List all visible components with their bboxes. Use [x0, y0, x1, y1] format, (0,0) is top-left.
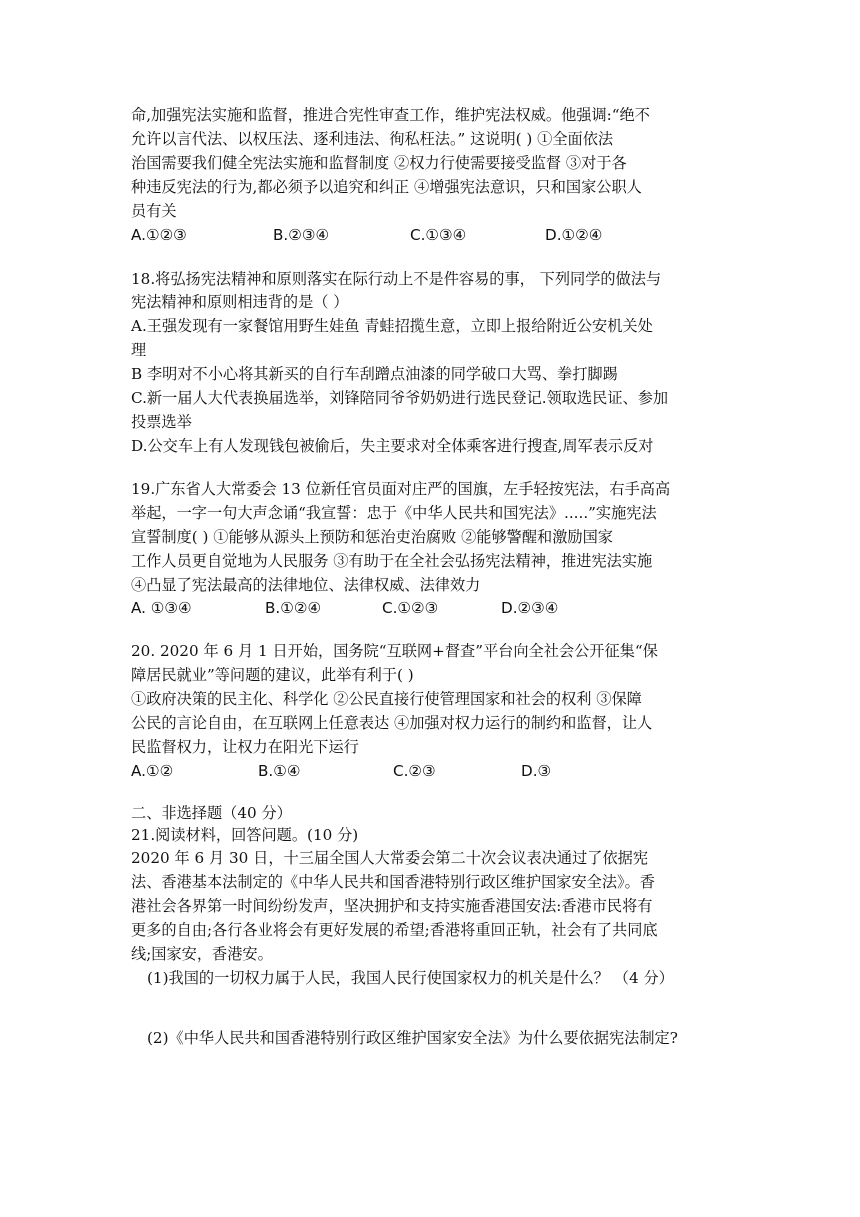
- q20-option-b: B.①④: [258, 762, 301, 780]
- q20-line-4: 公民的言论自由，在互联网上任意表达 ④加强对权力运行的制约和监督，让人: [131, 714, 653, 732]
- q20-option-c: C.②③: [393, 762, 436, 780]
- q19-line-2: 举起，一字一句大声念诵“我宣誓：忠于《中华人民共和国宪法》.....”实施宪法: [131, 504, 657, 522]
- q18-option-a-2: 理: [131, 341, 147, 359]
- q20-line-3: ①政府决策的民主化、科学化 ②公民直接行使管理国家和社会的权利 ③保障: [131, 690, 642, 708]
- q19-line-4: 工作人员更自觉地为人民服务 ③有助于在全社会弘扬宪法精神，推进宪法实施: [131, 552, 653, 570]
- q17-option-a: A.①②③: [131, 226, 187, 244]
- q19-option-c: C.①②③: [382, 599, 439, 617]
- q17-line-3: 治国需要我们健全宪法实施和监督制度 ②权力行使需要接受监督 ③对于各: [131, 154, 627, 172]
- q17-option-b: B.②③④: [273, 226, 330, 244]
- q20-line-2: 障居民就业”等问题的建议，此举有利于( ): [131, 666, 414, 684]
- q21-material-3: 港社会各界第一时间纷纷发声，坚决拥护和支持实施香港国安法:香港市民将有: [131, 897, 653, 915]
- q19-option-b: B.①②④: [265, 599, 322, 617]
- q17-line-5: 员有关: [131, 202, 177, 220]
- q18-option-c-2: 投票选举: [131, 413, 192, 431]
- q17-option-d: D.①②④: [545, 226, 603, 244]
- q20-option-d: D.③: [521, 762, 552, 780]
- q17-option-c: C.①③④: [410, 226, 467, 244]
- q19-line-3: 宣誓制度( ) ①能够从源头上预防和惩治吏治腐败 ②能够警醒和激励国家: [131, 528, 613, 546]
- q19-line-5: ④凸显了宪法最高的法律地位、法律权威、法律效力: [131, 576, 481, 594]
- q21-sub-question-1: (1)我国的一切权力属于人民，我国人民行使国家权力的机关是什么？ （4 分）: [147, 969, 674, 987]
- q19-line-1: 19.广东省人大常委会 13 位新任官员面对庄严的国旗，左手轻按宪法，右手高高: [131, 480, 671, 498]
- q18-option-c-1: C.新一届人大代表换届选举，刘锋陪同爷爷奶奶进行选民登记.领取选民证、参加: [131, 389, 669, 407]
- q18-option-d: D.公交车上有人发现钱包被偷后，失主要求对全体乘客进行搜查,周军表示反对: [131, 437, 654, 455]
- q20-line-5: 民监督权力，让权力在阳光下运行: [131, 738, 359, 756]
- q21-sub-question-2: (2)《中华人民共和国香港特别行政区维护国家安全法》为什么要依据宪法制定?: [147, 1029, 678, 1047]
- q21-material-1: 2020 年 6 月 30 日，十三届全国人大常委会第二十次会议表决通过了依据宪: [131, 849, 649, 867]
- q19-option-a: A. ①③④: [131, 599, 192, 617]
- q18-line-1: 18.将弘扬宪法精神和原则落实在际行动上不是件容易的事， 下列同学的做法与: [131, 270, 662, 288]
- q20-option-a: A.①②: [131, 762, 174, 780]
- q21-material-2: 法、香港基本法制定的《中华人民共和国香港特别行政区维护国家安全法》。香: [131, 873, 655, 891]
- q17-line-2: 允许以言代法、以权压法、逐利违法、徇私枉法。” 这说明( ) ①全面依法: [131, 130, 614, 148]
- q18-line-2: 宪法精神和原则相违背的是（ ）: [131, 293, 349, 311]
- q18-option-b: B 李明对不小心将其新买的自行车刮蹭点油漆的同学破口大骂、拳打脚踢: [131, 365, 618, 383]
- section-heading: 二、非选择题（40 分）: [131, 804, 292, 822]
- q21-title: 21.阅读材料，回答问题。(10 分): [131, 826, 359, 844]
- q21-material-5: 线;国家安，香港安。: [131, 945, 273, 963]
- q18-option-a-1: A.王强发现有一家餐馆用野生娃鱼 青蛙招揽生意，立即上报给附近公安机关处: [131, 317, 653, 335]
- q17-line-1: 命,加强宪法实施和监督，推进合宪性审查工作，维护宪法权威。他强调:“绝不: [131, 106, 650, 124]
- q21-material-4: 更多的自由;各行各业将会有更好发展的希望;香港将重回正轨，社会有了共同底: [131, 921, 658, 939]
- q20-line-1: 20. 2020 年 6 月 1 日开始，国务院“互联网+督查”平台向全社会公开征集“保: [131, 642, 658, 660]
- q17-line-4: 种违反宪法的行为,都必须予以追究和纠正 ④增强宪法意识，只和国家公职人: [131, 178, 642, 196]
- q19-option-d: D.②③④: [501, 599, 559, 617]
